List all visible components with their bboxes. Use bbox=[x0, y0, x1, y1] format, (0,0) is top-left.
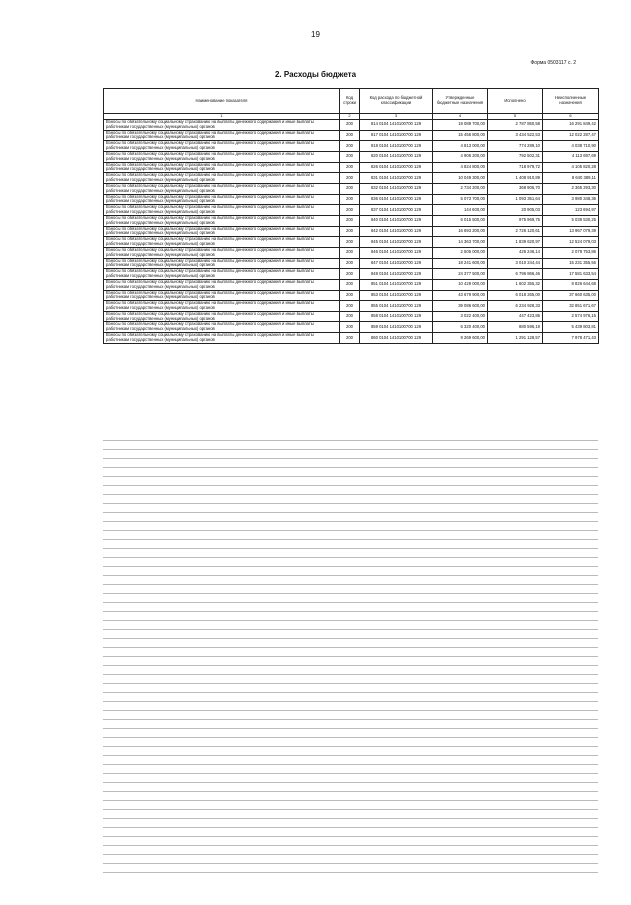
row-unexecuted: 32 851 671,67 bbox=[543, 301, 599, 312]
row-budget-code: 842 0104 1410100700 129 bbox=[360, 226, 433, 237]
row-code: 200 bbox=[340, 162, 360, 173]
row-approved: 9 269 600,00 bbox=[433, 333, 488, 344]
row-executed: 718 979,72 bbox=[488, 162, 543, 173]
table-rule bbox=[103, 773, 598, 774]
row-executed: 20 905,03 bbox=[488, 205, 543, 216]
row-name: Взносы по обязательному социальному страхованию на выплаты денежного содержания и иные выплаты работникам государственных (муниципальных) органов bbox=[104, 183, 340, 194]
expenses-table bbox=[103, 88, 599, 344]
header-row bbox=[104, 89, 599, 114]
col-index: 3 bbox=[360, 114, 433, 120]
row-code: 200 bbox=[340, 333, 360, 344]
row-budget-code: 847 0104 1410100700 129 bbox=[360, 258, 433, 269]
table-row bbox=[104, 130, 599, 141]
table-rule bbox=[103, 692, 598, 693]
row-executed: 3 010 244,44 bbox=[488, 258, 543, 269]
row-name: Взносы по обязательному социальному страхованию на выплаты денежного содержания и иные выплаты работникам государственных (муниципальных) органов bbox=[104, 322, 340, 333]
table-rule bbox=[103, 566, 598, 567]
table-row bbox=[104, 322, 599, 333]
row-unexecuted: 4 113 697,69 bbox=[543, 151, 599, 162]
row-code: 200 bbox=[340, 226, 360, 237]
row-name: Взносы по обязательному социальному страхованию на выплаты денежного содержания и иные выплаты работникам государственных (муниципальных) органов bbox=[104, 141, 340, 152]
row-budget-code: 853 0104 1410100700 129 bbox=[360, 290, 433, 301]
table-rule bbox=[103, 827, 598, 828]
table-rule bbox=[103, 818, 598, 819]
col-header-approved: Утвержденные бюджетные назначения bbox=[433, 89, 488, 114]
row-name: Взносы по обязательному социальному страхованию на выплаты денежного содержания и иные выплаты работникам государственных (муниципальных) органов bbox=[104, 194, 340, 205]
row-name: Взносы по обязательному социальному страхованию на выплаты денежного содержания и иные выплаты работникам государственных (муниципальных) органов bbox=[104, 162, 340, 173]
col-index: 2 bbox=[340, 114, 360, 120]
table-rule bbox=[103, 512, 598, 513]
row-unexecuted: 12 022 287,47 bbox=[543, 130, 599, 141]
row-code: 200 bbox=[340, 258, 360, 269]
table-rule bbox=[103, 872, 598, 873]
table-rule bbox=[103, 719, 598, 720]
row-budget-code: 837 0104 1410100700 129 bbox=[360, 205, 433, 216]
row-unexecuted: 12 524 079,03 bbox=[543, 237, 599, 248]
row-code: 200 bbox=[340, 151, 360, 162]
row-executed: 2 726 120,61 bbox=[488, 226, 543, 237]
row-name: Взносы по обязательному социальному страхованию на выплаты денежного содержания и иные выплаты работникам государственных (муниципальных) органов bbox=[104, 311, 340, 322]
row-unexecuted: 8 826 644,68 bbox=[543, 279, 599, 290]
row-name: Взносы по обязательному социальному страхованию на выплаты денежного содержания и иные выплаты работникам государственных (муниципальных) органов bbox=[104, 247, 340, 258]
row-name: Взносы по обязательному социальному страхованию на выплаты денежного содержания и иные выплаты работникам государственных (муниципальных) органов bbox=[104, 205, 340, 216]
row-approved: 10 049 300,00 bbox=[433, 173, 488, 184]
row-code: 200 bbox=[340, 290, 360, 301]
table-rule bbox=[103, 863, 598, 864]
table-row bbox=[104, 215, 599, 226]
row-unexecuted: 2 574 976,15 bbox=[543, 311, 599, 322]
table-row bbox=[104, 301, 599, 312]
col-index: 5 bbox=[488, 114, 543, 120]
table-rule bbox=[103, 449, 598, 450]
row-approved: 4 824 800,00 bbox=[433, 162, 488, 173]
row-approved: 3 022 400,00 bbox=[433, 311, 488, 322]
row-budget-code: 860 0104 1410100700 129 bbox=[360, 333, 433, 344]
col-index: 6 bbox=[543, 114, 599, 120]
row-unexecuted: 5 439 803,81 bbox=[543, 322, 599, 333]
row-budget-code: 851 0104 1410100700 129 bbox=[360, 279, 433, 290]
row-name: Взносы по обязательному социальному страхованию на выплаты денежного содержания и иные выплаты работникам государственных (муниципальных) органов bbox=[104, 269, 340, 280]
row-approved: 43 679 900,00 bbox=[433, 290, 488, 301]
row-code: 200 bbox=[340, 247, 360, 258]
row-code: 200 bbox=[340, 120, 360, 131]
row-unexecuted: 2 078 753,86 bbox=[543, 247, 599, 258]
row-code: 200 bbox=[340, 269, 360, 280]
table-rule bbox=[103, 485, 598, 486]
row-unexecuted: 5 039 530,25 bbox=[543, 215, 599, 226]
row-approved: 5 073 700,00 bbox=[433, 194, 488, 205]
row-unexecuted: 2 365 293,30 bbox=[543, 183, 599, 194]
page-number: 19 bbox=[311, 30, 320, 39]
row-budget-code: 814 0104 1410100700 129 bbox=[360, 120, 433, 131]
row-code: 200 bbox=[340, 141, 360, 152]
table-row bbox=[104, 151, 599, 162]
table-row bbox=[104, 194, 599, 205]
row-budget-code: 855 0104 1410100700 129 bbox=[360, 301, 433, 312]
row-approved: 6 320 400,00 bbox=[433, 322, 488, 333]
table-rule bbox=[103, 791, 598, 792]
table-rule bbox=[103, 638, 598, 639]
row-name: Взносы по обязательному социальному страхованию на выплаты денежного содержания и иные выплаты работникам государственных (муниципальных) органов bbox=[104, 237, 340, 248]
row-code: 200 bbox=[340, 311, 360, 322]
row-name: Взносы по обязательному социальному страхованию на выплаты денежного содержания и иные выплаты работникам государственных (муниципальных) органов bbox=[104, 130, 340, 141]
row-unexecuted: 13 967 079,39 bbox=[543, 226, 599, 237]
table-rule bbox=[103, 602, 598, 603]
col-header-executed: Исполнено bbox=[488, 89, 543, 114]
table-rule bbox=[103, 728, 598, 729]
row-name: Взносы по обязательному социальному страхованию на выплаты денежного содержания и иные выплаты работникам государственных (муниципальных) органов bbox=[104, 215, 340, 226]
table-rule bbox=[103, 476, 598, 477]
row-budget-code: 826 0104 1410100700 129 bbox=[360, 162, 433, 173]
table-rule bbox=[103, 764, 598, 765]
row-budget-code: 846 0104 1410100700 129 bbox=[360, 247, 433, 258]
row-name: Взносы по обязательному социальному страхованию на выплаты денежного содержания и иные выплаты работникам государственных (муниципальных) органов bbox=[104, 226, 340, 237]
row-executed: 368 906,70 bbox=[488, 183, 543, 194]
row-code: 200 bbox=[340, 194, 360, 205]
table-rule bbox=[103, 503, 598, 504]
row-budget-code: 818 0104 1410100700 129 bbox=[360, 141, 433, 152]
row-approved: 16 693 200,00 bbox=[433, 226, 488, 237]
table-row bbox=[104, 173, 599, 184]
table-row bbox=[104, 183, 599, 194]
row-code: 200 bbox=[340, 130, 360, 141]
table-row bbox=[104, 311, 599, 322]
row-approved: 6 015 500,00 bbox=[433, 215, 488, 226]
table-rule bbox=[103, 467, 598, 468]
col-header-name: Наименование показателя bbox=[104, 89, 340, 114]
table-rule bbox=[103, 530, 598, 531]
col-header-unexecuted: Неисполненные назначения bbox=[543, 89, 599, 114]
row-code: 200 bbox=[340, 215, 360, 226]
table-row bbox=[104, 258, 599, 269]
row-budget-code: 845 0104 1410100700 129 bbox=[360, 237, 433, 248]
row-budget-code: 831 0104 1410100700 129 bbox=[360, 173, 433, 184]
row-approved: 39 086 600,00 bbox=[433, 301, 488, 312]
table-rule bbox=[103, 746, 598, 747]
table-rule bbox=[103, 737, 598, 738]
table-row bbox=[104, 141, 599, 152]
table-rule bbox=[103, 854, 598, 855]
row-code: 200 bbox=[340, 183, 360, 194]
row-code: 200 bbox=[340, 237, 360, 248]
row-budget-code: 832 0104 1410100700 129 bbox=[360, 183, 433, 194]
row-unexecuted: 17 581 633,54 bbox=[543, 269, 599, 280]
row-executed: 1 093 351,64 bbox=[488, 194, 543, 205]
row-approved: 2 734 200,00 bbox=[433, 183, 488, 194]
row-unexecuted: 123 694,97 bbox=[543, 205, 599, 216]
row-approved: 15 456 800,00 bbox=[433, 130, 488, 141]
table-rule bbox=[103, 674, 598, 675]
row-unexecuted: 15 231 355,56 bbox=[543, 258, 599, 269]
table-rule bbox=[103, 845, 598, 846]
table-rule bbox=[103, 548, 598, 549]
row-name: Взносы по обязательному социальному страхованию на выплаты денежного содержания и иные выплаты работникам государственных (муниципальных) органов bbox=[104, 301, 340, 312]
table-rule bbox=[103, 782, 598, 783]
row-name: Взносы по обязательному социальному страхованию на выплаты денежного содержания и иные выплаты работникам государственных (муниципальных) органов bbox=[104, 333, 340, 344]
table-rule bbox=[103, 584, 598, 585]
row-approved: 4 906 200,00 bbox=[433, 151, 488, 162]
table-rule bbox=[103, 710, 598, 711]
table-row bbox=[104, 226, 599, 237]
row-unexecuted: 3 980 348,36 bbox=[543, 194, 599, 205]
row-executed: 1 839 620,97 bbox=[488, 237, 543, 248]
row-unexecuted: 16 291 849,42 bbox=[543, 120, 599, 131]
col-header-budget-code: Код расхода по бюджетной классификации bbox=[360, 89, 433, 114]
table-rule bbox=[103, 494, 598, 495]
row-budget-code: 817 0104 1410100700 129 bbox=[360, 130, 433, 141]
row-budget-code: 859 0104 1410100700 129 bbox=[360, 322, 433, 333]
row-code: 200 bbox=[340, 173, 360, 184]
table-rule bbox=[103, 809, 598, 810]
col-index: 1 bbox=[104, 114, 340, 120]
row-executed: 792 502,31 bbox=[488, 151, 543, 162]
table-rule bbox=[103, 800, 598, 801]
table-rule bbox=[103, 683, 598, 684]
row-budget-code: 848 0104 1410100700 129 bbox=[360, 269, 433, 280]
table-rule bbox=[103, 521, 598, 522]
row-budget-code: 836 0104 1410100700 129 bbox=[360, 194, 433, 205]
row-executed: 6 018 265,00 bbox=[488, 290, 543, 301]
section-title: 2. Расходы бюджета bbox=[274, 70, 357, 79]
row-executed: 975 969,75 bbox=[488, 215, 543, 226]
row-approved: 19 089 700,00 bbox=[433, 120, 488, 131]
row-approved: 24 377 500,00 bbox=[433, 269, 488, 280]
table-rule bbox=[103, 557, 598, 558]
row-code: 200 bbox=[340, 301, 360, 312]
table-rule bbox=[103, 656, 598, 657]
table-rule bbox=[103, 701, 598, 702]
row-unexecuted: 8 640 389,11 bbox=[543, 173, 599, 184]
row-approved: 18 241 600,00 bbox=[433, 258, 488, 269]
table-rule bbox=[103, 665, 598, 666]
row-approved: 10 429 000,00 bbox=[433, 279, 488, 290]
row-unexecuted: 4 105 820,28 bbox=[543, 162, 599, 173]
table-row bbox=[104, 205, 599, 216]
row-approved: 4 813 000,00 bbox=[433, 141, 488, 152]
row-unexecuted: 7 978 471,43 bbox=[543, 333, 599, 344]
row-approved: 14 363 700,00 bbox=[433, 237, 488, 248]
table-row bbox=[104, 247, 599, 258]
table-rule bbox=[103, 593, 598, 594]
table-row bbox=[104, 237, 599, 248]
row-executed: 774 289,10 bbox=[488, 141, 543, 152]
row-budget-code: 858 0104 1410100700 129 bbox=[360, 311, 433, 322]
row-executed: 1 408 910,89 bbox=[488, 173, 543, 184]
row-name: Взносы по обязательному социальному страхованию на выплаты денежного содержания и иные выплаты работникам государственных (муниципальных) органов bbox=[104, 290, 340, 301]
table-row bbox=[104, 162, 599, 173]
row-code: 200 bbox=[340, 279, 360, 290]
row-code: 200 bbox=[340, 322, 360, 333]
table-rule bbox=[103, 629, 598, 630]
row-code: 200 bbox=[340, 205, 360, 216]
row-executed: 426 246,14 bbox=[488, 247, 543, 258]
row-executed: 6 234 928,33 bbox=[488, 301, 543, 312]
table-rule bbox=[103, 575, 598, 576]
table-row bbox=[104, 279, 599, 290]
table-row bbox=[104, 333, 599, 344]
table-row bbox=[104, 120, 599, 131]
table-row bbox=[104, 269, 599, 280]
table-rule bbox=[103, 647, 598, 648]
table-rule bbox=[103, 539, 598, 540]
row-name: Взносы по обязательному социальному страхованию на выплаты денежного содержания и иные выплаты работникам государственных (муниципальных) органов bbox=[104, 173, 340, 184]
row-executed: 447 423,85 bbox=[488, 311, 543, 322]
col-index: 4 bbox=[433, 114, 488, 120]
row-unexecuted: 4 038 710,90 bbox=[543, 141, 599, 152]
table-rule bbox=[103, 620, 598, 621]
table-row bbox=[104, 290, 599, 301]
row-executed: 6 796 866,46 bbox=[488, 269, 543, 280]
row-executed: 3 434 522,53 bbox=[488, 130, 543, 141]
row-name: Взносы по обязательному социальному страхованию на выплаты денежного содержания и иные выплаты работникам государственных (муниципальных) органов bbox=[104, 151, 340, 162]
row-executed: 2 787 850,58 bbox=[488, 120, 543, 131]
row-approved: 144 600,00 bbox=[433, 205, 488, 216]
row-budget-code: 840 0104 1410100700 129 bbox=[360, 215, 433, 226]
form-label: Форма 0503117 с. 2 bbox=[530, 60, 576, 66]
table-rule bbox=[103, 836, 598, 837]
row-approved: 2 505 000,00 bbox=[433, 247, 488, 258]
col-header-code: Код строки bbox=[340, 89, 360, 114]
row-name: Взносы по обязательному социальному страхованию на выплаты денежного содержания и иные выплаты работникам государственных (муниципальных) органов bbox=[104, 120, 340, 131]
table-rule bbox=[103, 611, 598, 612]
row-executed: 1 291 128,57 bbox=[488, 333, 543, 344]
table-rule bbox=[103, 440, 598, 441]
row-budget-code: 820 0104 1410100700 129 bbox=[360, 151, 433, 162]
row-name: Взносы по обязательному социальному страхованию на выплаты денежного содержания и иные выплаты работникам государственных (муниципальных) органов bbox=[104, 279, 340, 290]
row-unexecuted: 37 660 635,00 bbox=[543, 290, 599, 301]
row-executed: 880 596,19 bbox=[488, 322, 543, 333]
table-rule bbox=[103, 458, 598, 459]
table-rule bbox=[103, 755, 598, 756]
row-name: Взносы по обязательному социальному страхованию на выплаты денежного содержания и иные выплаты работникам государственных (муниципальных) органов bbox=[104, 258, 340, 269]
row-executed: 1 602 355,32 bbox=[488, 279, 543, 290]
